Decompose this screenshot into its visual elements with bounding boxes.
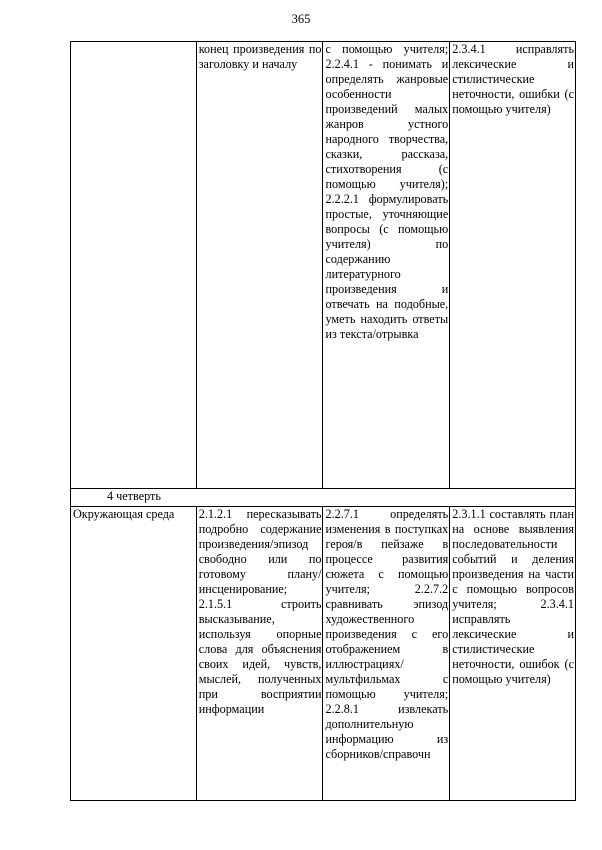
table-cell: с помощью учителя; 2.2.4.1 - понимать и определять жанровые особенности произведений малых жанров устного народного творчества, сказки, рассказа, стихотворения (с помощью учителя); 2.2.2.1 формулировать простые, уточняющие вопросы (с помощью учителя) по содержанию литературного произведения и отвечать на подобные, уметь находить ответы из текста/отрывка [323, 42, 450, 489]
table-cell-empty [71, 42, 197, 489]
table-cell: 2.3.1.1 составлять план на основе выявления последовательности событий и деления произведения на части с помощью вопросов учителя; 2.3.4.1 исправлять лексические и стилистические неточности, ошибок (с помощью учителя) [450, 507, 576, 801]
page-number: 365 [291, 12, 311, 26]
table-cell: 2.1.2.1 пересказывать подробно содержание произведения/эпизод свободно или по готовому плану/ инсценирование; 2.1.5.1 строить высказывание, используя опорные слова для объяснения своих идей, чувств, мыслей, полученных при восприятии информации [196, 507, 323, 801]
table-cell: 2.3.4.1 исправлять лексические и стилистические неточности, ошибки (с помощью учителя) [450, 42, 576, 489]
table-cell: конец произведения по заголовку и началу [196, 42, 323, 489]
table-row [71, 507, 576, 801]
quarter-label: 4 четверть [71, 489, 576, 507]
table-cell: 2.2.7.1 определять изменения в поступках героя/в пейзаже в процессе развития сюжета с помощью учителя; 2.2.7.2 сравнивать эпизод художественного произведения с его отображением в иллюстрациях/мультфильмах с помощью учителя; 2.2.8.1 извлекать дополнительную информацию из сборников/справочн [323, 507, 450, 801]
topic-cell: Окружающая среда [71, 507, 197, 801]
curriculum-table [70, 41, 576, 801]
quarter-row [71, 489, 576, 507]
table-row [71, 42, 576, 489]
